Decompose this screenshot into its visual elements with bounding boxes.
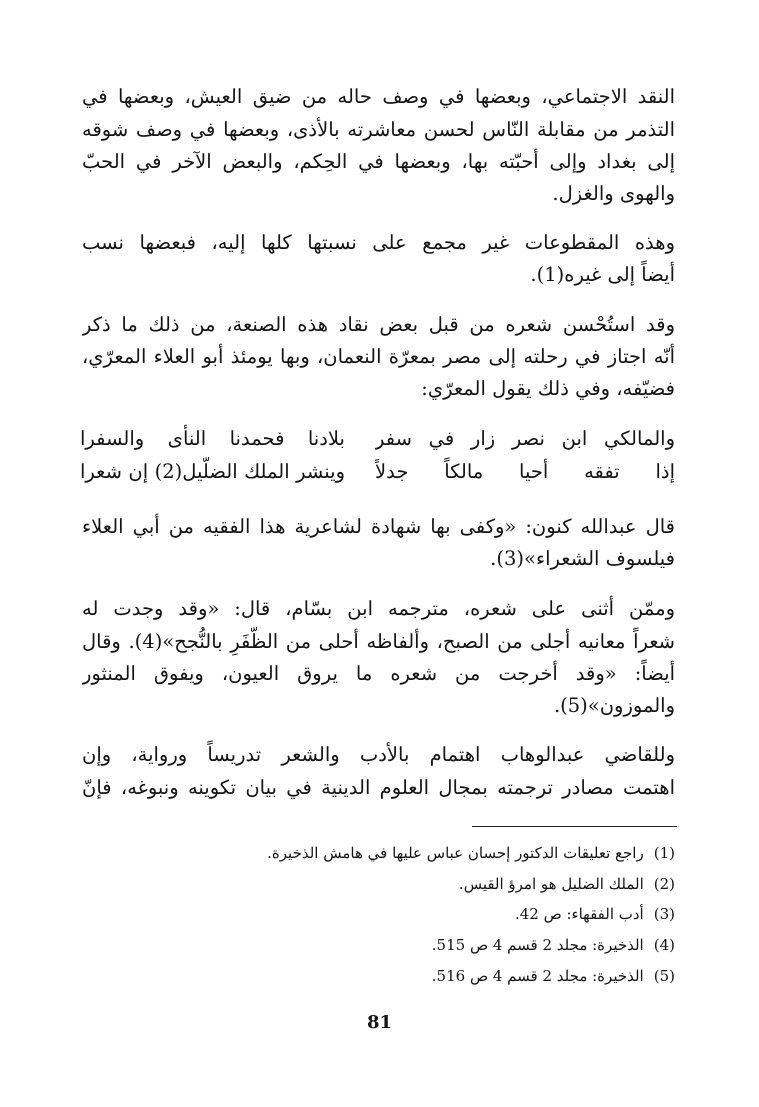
text-line: أيضاً إلى غيره(1). — [530, 263, 675, 286]
text-line: التذمر من مقابلة النّاس لحسن معاشرته بالأذى، وبعضها في وصف شوقه — [82, 118, 675, 141]
verse-hemistich-second: وينشر الملك الضلّيل(2) إن شعرا — [80, 460, 345, 483]
text-line: إلى بغداد وإلى أحبّته بها، وبعضها في الحِكم، والبعض الآخر في الحبّ — [82, 150, 675, 173]
footnote — [82, 932, 675, 960]
text-line: أيضاً: «وقد أخرجت من شعره ما يروق العيون، ويفوق المنثور — [82, 662, 675, 685]
text-line: وللقاضي عبدالوهاب اهتمام بالأدب والشعر تدريساً ورواية، وإن — [82, 743, 675, 766]
footnote-separator — [472, 826, 677, 827]
verse-hemistich-second: بلادنا فحمدنا النأى والسفرا — [80, 427, 345, 450]
footnote — [82, 840, 675, 868]
footnote-text: راجع تعليقات الدكتور إحسان عباس عليها في هامش الذخيرة. — [267, 844, 644, 862]
footnote-number: (3) — [653, 905, 675, 923]
text-line: اهتمت مصادر ترجمته بمجال العلوم الدينية في بيان تكوينه ونبوغه، فإنّ — [82, 776, 675, 799]
text-line: وقد استُحْسن شعره من قبل بعض نقاد هذه الصنعة، من ذلك ما ذكر — [82, 313, 675, 336]
footnote-text: الذخيرة: مجلد 2 قسم 4 ص 515. — [431, 936, 644, 954]
text-line: والموزون»(5). — [553, 694, 675, 717]
footnote-text: الملك الضليل هو امرؤ القيس. — [458, 875, 644, 893]
text-line: والهوى والغزل. — [552, 182, 675, 205]
footnote-number: (4) — [653, 936, 675, 954]
footnote-number: (1) — [653, 844, 675, 862]
verse-hemistich-first: والمالكي ابن نصر زار في سفر — [375, 427, 675, 450]
verse-hemistich-first: إذا تفقه أحيا مالكاً جدلاً — [375, 460, 675, 483]
text-line: وممّن أثنى على شعره، مترجمه ابن بسّام، قال: «وقد وجدت له — [82, 597, 675, 620]
footnote-number: (2) — [653, 875, 675, 893]
text-line: قال عبدالله كنون: «وكفى بها شهادة لشاعرية هذا الفقيه من أبي العلاء — [82, 515, 675, 538]
footnote-text: الذخيرة: مجلد 2 قسم 4 ص 516. — [431, 967, 644, 985]
text-line: النقد الاجتماعي، وبعضها في وصف حاله من ضيق العيش، وبعضها في — [82, 85, 675, 108]
page-number: 81 — [366, 1012, 393, 1033]
footnote-number: (5) — [653, 967, 675, 985]
footnote-text: أدب الفقهاء: ص 42. — [514, 905, 644, 923]
footnote — [82, 871, 675, 899]
footnote — [82, 901, 675, 929]
text-line: وهذه المقطوعات غير مجمع على نسبتها كلها إليه، فبعضها نسب — [82, 231, 675, 254]
footnote — [82, 963, 675, 991]
text-line: فضيّفه، وفي ذلك يقول المعرّي: — [421, 377, 675, 400]
text-line: فيلسوف الشعراء»(3). — [490, 547, 675, 570]
text-line: شعراً معانيه أجلى من الصبح، وألفاظه أحلى من الظَّفَرِ بالنُّجح»(4). وقال — [82, 630, 675, 653]
text-line: أنّه اجتاز في رحلته إلى مصر بمعرّة النعمان، وبها يومئذ أبو العلاء المعرّي، — [82, 345, 675, 368]
